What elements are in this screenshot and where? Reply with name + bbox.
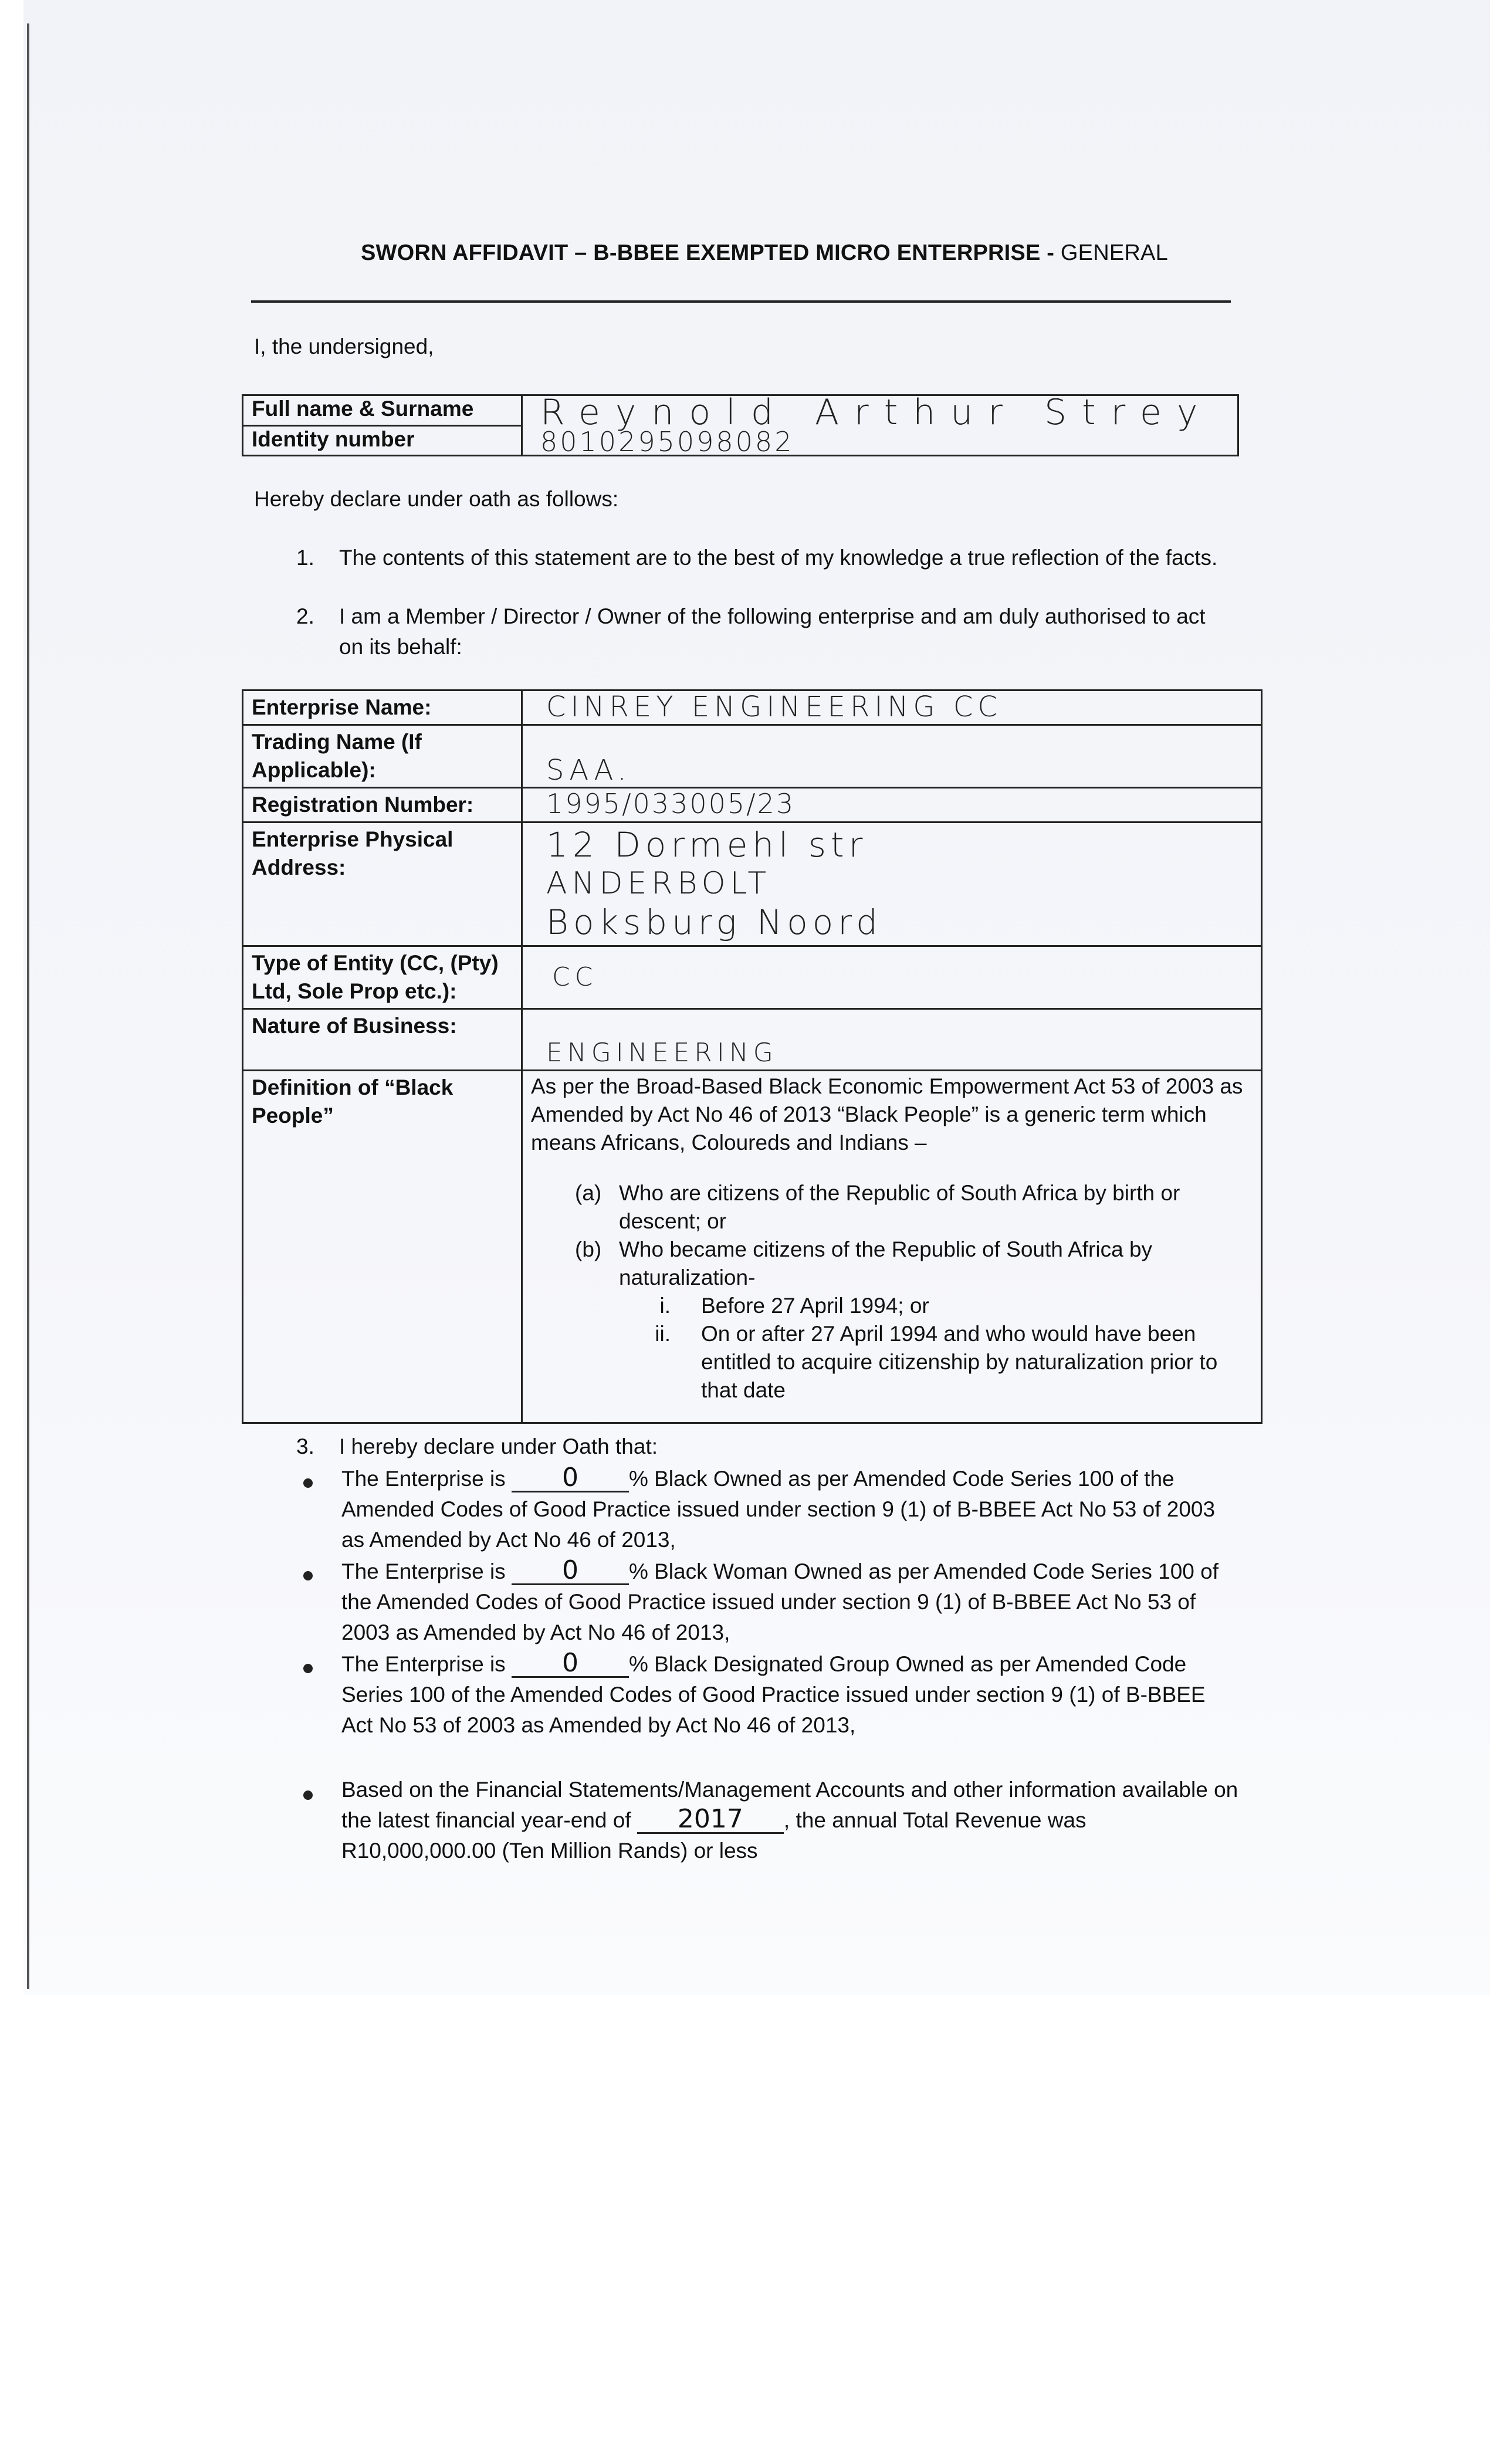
enterprise-name-value: CINREY ENGINEERING CC (546, 691, 1002, 723)
item-marker: ii. (655, 1322, 671, 1346)
statement-suffix: % Black Woman Owned as per Amended Code Series 100 of the Amended Codes of Good Practice issued under section 9 (1) of B-BBEE Act No 53 of 2003 as Amended by Act No 46 of 2013, (341, 1559, 1219, 1644)
table-row (243, 1071, 1262, 1423)
black-owned-statement (341, 1464, 1239, 1555)
definition-item-ii (531, 1320, 1253, 1404)
black-people-definition-cell (522, 1071, 1262, 1423)
trading-name-value: SAA. (546, 754, 631, 787)
definition-item-i (531, 1292, 1253, 1320)
item-marker: i. (659, 1294, 671, 1318)
title-tail: GENERAL (1060, 241, 1168, 265)
statement-number: 2. (296, 604, 314, 628)
black-woman-owned-percentage: 0 (512, 1558, 629, 1585)
declare-text: Hereby declare under oath as follows: (254, 487, 619, 511)
definition-item-b (531, 1236, 1253, 1292)
bullet-dot (303, 1571, 313, 1580)
oath-number: 3. (296, 1434, 314, 1458)
statement-suffix: , the annual Total Revenue was R10,000,000.00 (Ten Million Rands) or less (341, 1808, 1087, 1863)
statement-number: 1. (296, 546, 314, 570)
address-line: 12 Dormehl str (546, 825, 868, 865)
full-name-label: Full name & Surname (243, 395, 522, 426)
nature-of-business-label: Nature of Business: (243, 1009, 522, 1071)
financial-year-end: 2017 (637, 1806, 784, 1834)
statement-text: I am a Member / Director / Owner of the following enterprise and am duly authorised to act on its behalf: (339, 604, 1206, 659)
black-woman-owned-statement (341, 1556, 1239, 1648)
intro-text: I, the undersigned, (254, 334, 434, 358)
table-row (243, 946, 1262, 1009)
oath-heading: I hereby declare under Oath that: (339, 1434, 658, 1458)
statement-prefix: Based on the Financial Statements/Management Accounts and other information available on the latest financial year-end of (341, 1778, 1238, 1832)
address-line: ANDERBOLT (546, 866, 771, 901)
black-designated-group-percentage: 0 (512, 1650, 629, 1678)
black-owned-percentage: 0 (512, 1465, 629, 1492)
bullet-dot (303, 1664, 313, 1673)
registration-number-label: Registration Number: (243, 788, 522, 823)
statement-suffix: % Black Owned as per Amended Code Series 100 of the Amended Codes of Good Practice issued under section 9 (1) of B-BBEE Act No 53 of 2003 as Amended by Act No 46 of 2013, (341, 1467, 1216, 1552)
enterprise-details-table (242, 689, 1263, 1424)
annual-revenue-statement (341, 1775, 1239, 1866)
registration-number-value: 1995/033005/23 (546, 788, 796, 820)
address-line: Boksburg Noord (546, 902, 882, 942)
table-row (243, 725, 1262, 788)
trading-name-label: Trading Name (If Applicable): (243, 725, 522, 788)
physical-address-value (522, 823, 1262, 946)
personal-details-table (242, 394, 1239, 456)
full-name-and-id-cell (522, 392, 1238, 458)
enterprise-name-label: Enterprise Name: (243, 691, 522, 725)
item-text: Who are citizens of the Republic of South Africa by birth or descent; or (619, 1181, 1180, 1233)
table-row (243, 823, 1262, 946)
entity-type-value: CC (552, 962, 598, 992)
black-designated-group-statement (341, 1649, 1239, 1741)
title-underline (251, 300, 1231, 303)
table-row (243, 1009, 1262, 1071)
bullet-dot (303, 1478, 313, 1488)
table-row (243, 395, 1238, 426)
nature-of-business-value: ENGINEERING (546, 1038, 778, 1068)
black-people-definition-label: Definition of “Black People” (243, 1071, 522, 1423)
item-text: Who became citizens of the Republic of South Africa by naturalization- (619, 1237, 1153, 1289)
title-main: SWORN AFFIDAVIT – B-BBEE EXEMPTED MICRO ENTERPRISE - (361, 241, 1055, 265)
physical-address-label: Enterprise Physical Address: (243, 823, 522, 946)
identity-number-label: Identity number (243, 425, 522, 456)
statement-text: The contents of this statement are to the best of my knowledge a true reflection of the facts. (339, 546, 1218, 570)
table-row (243, 788, 1262, 823)
item-text: On or after 27 April 1994 and who would have been entitled to acquire citizenship by naturalization prior to that date (701, 1322, 1218, 1402)
document-title (361, 241, 1168, 266)
definition-intro: As per the Broad-Based Black Economic Empowerment Act 53 of 2003 as Amended by Act No 46 of 2013 “Black People” is a generic term which means Africans, Coloureds and Indians – (531, 1074, 1243, 1155)
statement-prefix: The Enterprise is (341, 1559, 506, 1583)
item-text: Before 27 April 1994; or (701, 1294, 929, 1318)
identity-number-value: 8010295098082 (540, 426, 794, 458)
statement-prefix: The Enterprise is (341, 1652, 506, 1676)
full-name-value: Reynold Arthur Strey (540, 392, 1213, 433)
statement-prefix: The Enterprise is (341, 1467, 506, 1491)
statement-suffix: % Black Designated Group Owned as per Amended Code Series 100 of the Amended Codes of Good Practice issued under section 9 (1) of B-BBEE Act No 53 of 2003 as Amended by Act No 46 of 2013, (341, 1652, 1206, 1737)
bullet-dot (303, 1791, 313, 1800)
definition-item-a (531, 1179, 1253, 1236)
item-marker: (a) (575, 1181, 602, 1205)
entity-type-label: Type of Entity (CC, (Pty) Ltd, Sole Prop etc.): (243, 946, 522, 1009)
item-marker: (b) (575, 1237, 602, 1261)
table-row (243, 691, 1262, 725)
